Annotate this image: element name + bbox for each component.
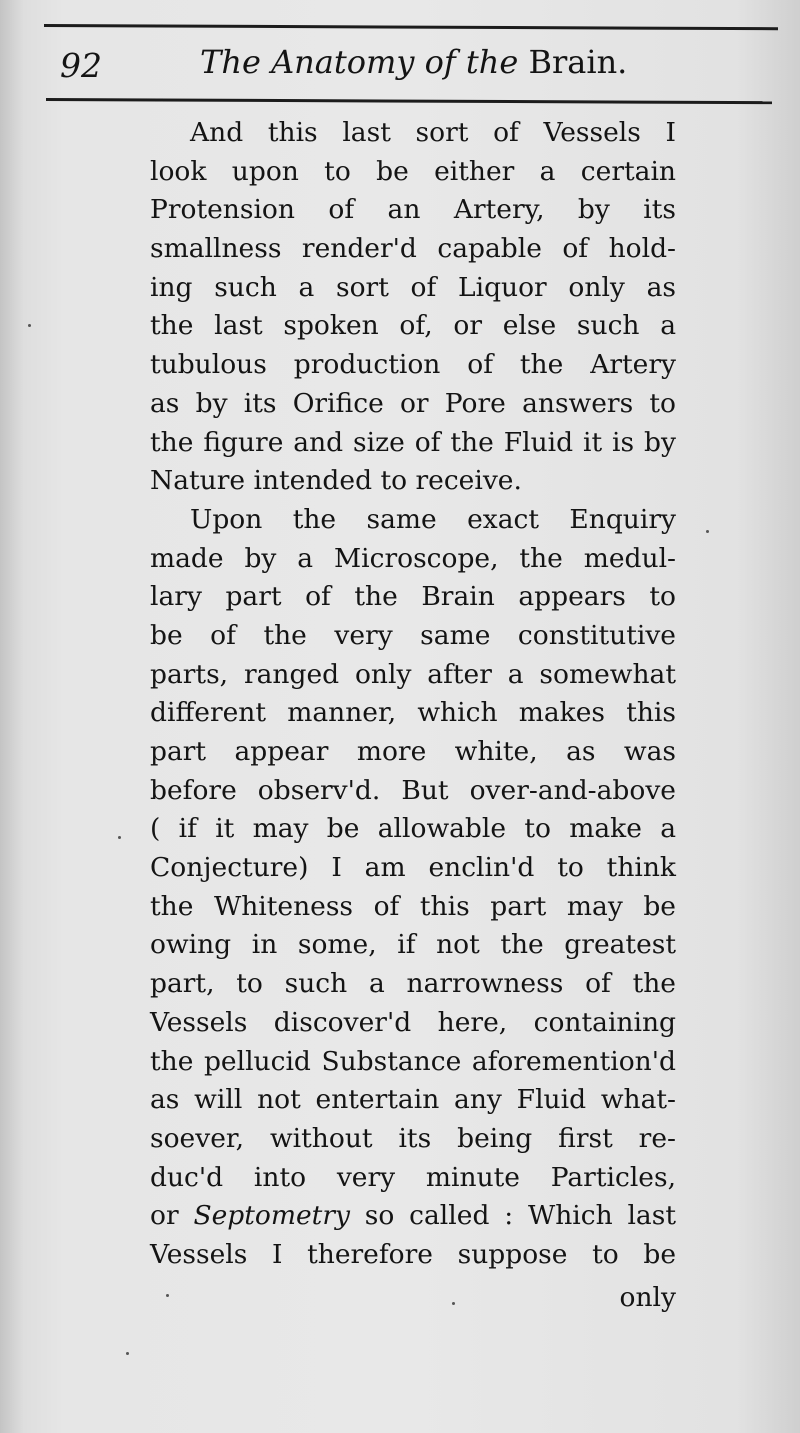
text-line: Conjecture) I am enclin'd to think (150, 852, 676, 884)
text-line: tubulous production of the Artery (150, 349, 676, 381)
text-line: part, to such a narrowness of the (150, 968, 676, 1000)
text-line: different manner, which makes this (150, 697, 676, 729)
paper-speck (166, 1294, 169, 1297)
text-line: be of the very same constitutive (150, 619, 676, 651)
text-line: ing such a sort of Liquor only as (150, 271, 676, 303)
text-line: the Whiteness of this part may be (150, 890, 676, 922)
text-line: Upon the same exact Enquiry (190, 503, 676, 535)
text-line: the pellucid Substance aforemention'd (150, 1045, 676, 1077)
text-line: parts, ranged only after a somewhat (150, 658, 676, 690)
body-text (150, 114, 676, 1317)
text-line: the last spoken of, or else such a (150, 310, 676, 342)
text-line: duc'd into very minute Particles, (150, 1161, 676, 1193)
text-line: made by a Microscope, the medul- (150, 542, 676, 574)
line-end: so called : Which last (364, 1200, 676, 1232)
paper-speck (118, 836, 121, 839)
text-line: the figure and size of the Fluid it is by (150, 426, 676, 458)
text-line: part appear more white, as was (150, 736, 676, 767)
paper-speck (126, 1352, 129, 1355)
line-start: or (150, 1200, 179, 1232)
text-line: as will not entertain any Fluid what- (150, 1084, 676, 1116)
text-line: ( if it may be allowable to make a (150, 813, 676, 845)
text-line: Vessels I therefore suppose to be (150, 1238, 676, 1270)
text-line: lary part of the Brain appears to (150, 581, 676, 613)
page-number: 92 (60, 46, 102, 85)
text-line: as by its Orifice or Pore answers to (150, 387, 676, 419)
text-line: smallness render'd capable of hold- (150, 233, 676, 265)
text-line: Nature intended to receive. (150, 465, 522, 497)
running-head-italic: The Anatomy of the (200, 43, 519, 81)
italic-term: Septometry (193, 1200, 350, 1232)
header-rule-bottom (46, 98, 772, 104)
text-line-italic-term (150, 1197, 676, 1236)
catchword: only (619, 1281, 676, 1313)
text-line: And this last sort of Vessels I (190, 117, 676, 148)
text-line: Vessels discover'd here, containing (150, 1006, 676, 1038)
text-line: Protension of an Artery, by its (150, 194, 676, 226)
paper-speck (706, 530, 709, 533)
text-line: owing in some, if not the greatest (150, 929, 676, 961)
paper-speck (28, 324, 31, 327)
header-rule-top (44, 24, 778, 30)
text-line: before observ'd. But over-and-above (150, 774, 676, 806)
running-head-roman: Brain. (528, 43, 628, 81)
paper-speck (452, 1302, 455, 1305)
running-head (200, 40, 627, 84)
text-line: soever, without its being first re- (150, 1122, 676, 1154)
text-line: look upon to be either a certain (150, 155, 676, 187)
